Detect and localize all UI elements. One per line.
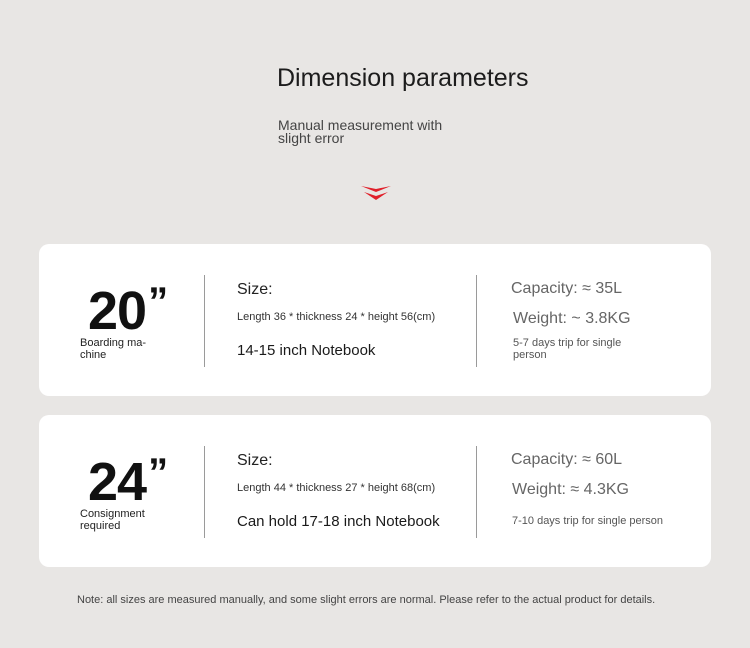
trip-length: 5-7 days trip for single person bbox=[513, 337, 622, 361]
page-title: Dimension parameters bbox=[277, 64, 529, 92]
size-number: 24” bbox=[88, 451, 168, 512]
size-number: 20” bbox=[88, 280, 168, 341]
notebook-fit: 14-15 inch Notebook bbox=[237, 342, 376, 359]
footer-note: Note: all sizes are measured manually, and some slight errors are normal. Please refer to the actual product for details. bbox=[77, 594, 656, 606]
divider bbox=[204, 275, 205, 367]
capacity-text: Capacity: ≈ 60L bbox=[511, 451, 623, 468]
inch-mark: ” bbox=[148, 280, 168, 324]
weight-text: Weight: ≈ 4.3KG bbox=[512, 481, 629, 498]
size-label: Size: bbox=[237, 281, 273, 298]
capacity-text: Capacity: ≈ 35L bbox=[511, 280, 623, 297]
divider bbox=[476, 446, 477, 538]
dimensions-text: Length 44 * thickness 27 * height 68(cm) bbox=[237, 482, 436, 494]
size-card-24 bbox=[39, 415, 711, 567]
usage-label: Boarding ma-chine bbox=[80, 337, 147, 361]
inch-mark: ” bbox=[148, 451, 168, 495]
notebook-fit: Can hold 17-18 inch Notebook bbox=[237, 513, 440, 530]
size-card-20 bbox=[39, 244, 711, 396]
size-label: Size: bbox=[237, 452, 273, 469]
dimensions-text: Length 36 * thickness 24 * height 56(cm) bbox=[237, 311, 436, 323]
trip-length: 7-10 days trip for single person bbox=[512, 515, 664, 527]
double-chevron-down-icon bbox=[361, 185, 391, 201]
page-subtitle: Manual measurement with slight error bbox=[278, 117, 443, 146]
divider bbox=[476, 275, 477, 367]
divider bbox=[204, 446, 205, 538]
usage-label: Consignment required bbox=[80, 508, 145, 532]
weight-text: Weight: ~ 3.8KG bbox=[513, 310, 631, 327]
